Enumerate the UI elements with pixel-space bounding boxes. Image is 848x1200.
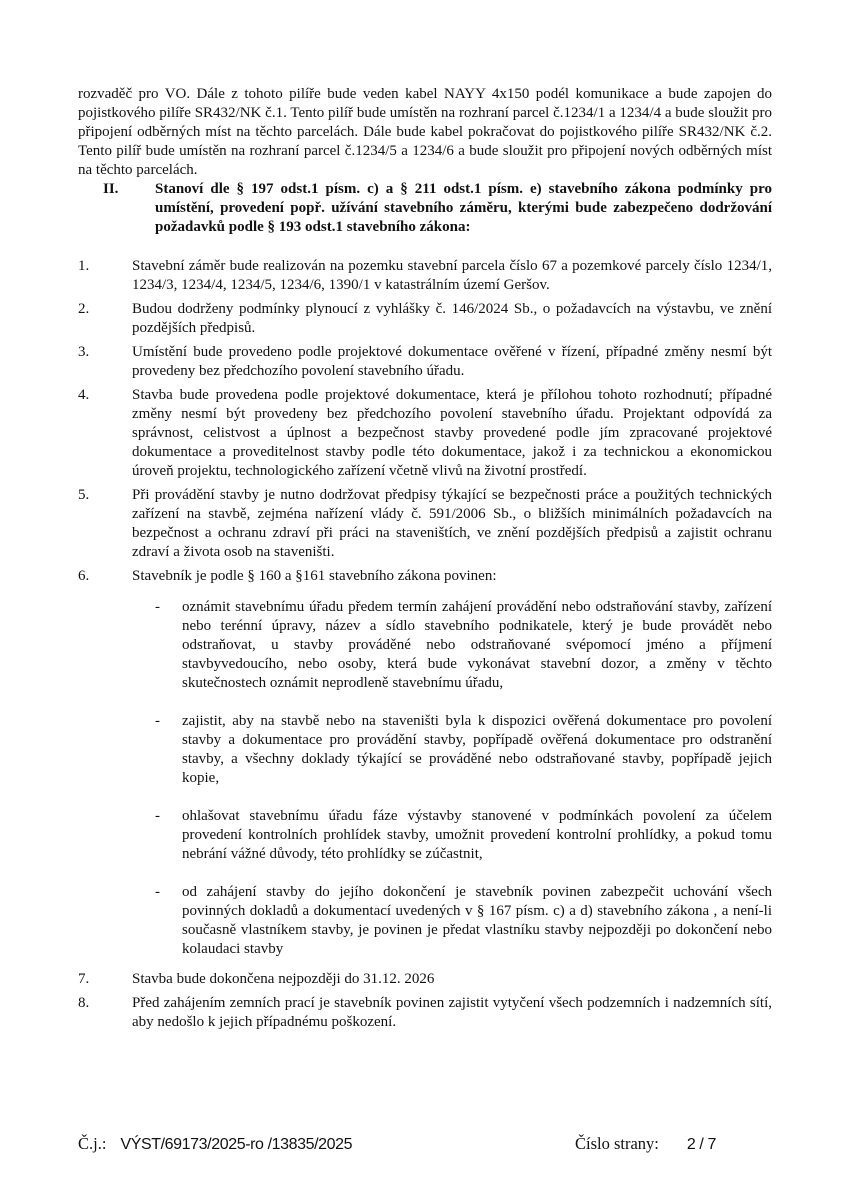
dash-bullet: - (155, 599, 160, 615)
condition-item-1 (78, 257, 772, 295)
condition-number: 3. (78, 344, 90, 360)
condition-text: Budou dodrženy podmínky plynoucí z vyhlášky č. 146/2024 Sb., o požadavcích na výstavbu, ve znění pozdějších předpisů. (132, 301, 772, 336)
page-number-block (575, 1134, 716, 1155)
condition-item-5 (78, 486, 772, 562)
condition-text: Stavba bude dokončena nejpozději do 31.12. 2026 (132, 971, 435, 987)
condition-number: 4. (78, 387, 90, 403)
condition-text: Stavebník je podle § 160 a §161 stavebního zákona povinen: (132, 568, 497, 584)
section-number: II. (103, 181, 119, 197)
condition-item-7 (78, 970, 772, 989)
list-item (132, 807, 772, 864)
condition-text: Stavební záměr bude realizován na pozemku stavební parcela číslo 67 a pozemkové parcely číslo 1234/1, 1234/3, 1234/4, 1234/5, 1234/6, 1390/1 v katastrálním území Geršov. (132, 258, 772, 293)
page-number-value: 2 / 7 (686, 1136, 717, 1153)
list-item (132, 883, 772, 959)
condition-number: 7. (78, 971, 90, 987)
list-item-text: zajistit, aby na stavbě nebo na staveništi byla k dispozici ověřená dokumentace pro povolení stavby a dokumentace pro provádění stavby, popřípadě ověřená dokumentace pro odstranění stavby, a všechny doklady týkající se prováděné nebo odstraňované stavby, popřípadě jejich kopie, (182, 713, 772, 786)
condition-number: 6. (78, 568, 90, 584)
page-footer (78, 1134, 772, 1154)
dash-bullet: - (155, 884, 160, 900)
condition-text: Při provádění stavby je nutno dodržovat předpisy týkající se bezpečnosti práce a použitých technických zařízení na stavbě, zejména nařízení vlády č. 591/2006 Sb., o bližších minimálních požadavcích na bezpečnost a ochranu zdraví při práci na staveništích, ve znění pozdějších předpisů a zajistit ochranu zdraví a života osob na staveništi. (132, 487, 772, 560)
list-item-text: ohlašovat stavebnímu úřadu fáze výstavby stanovené v podmínkách povolení za účelem provedení kontrolních prohlídek stavby, umožnit provedení kontrolní prohlídky, a pokud tomu nebrání vážné důvody, této prohlídky se zúčastnit, (182, 808, 772, 862)
page-number-label: Číslo strany: (575, 1134, 659, 1153)
section-heading (103, 180, 772, 237)
condition-item-2 (78, 300, 772, 338)
reference-number-value: VÝST/69173/2025-ro /13835/2025 (120, 1136, 353, 1153)
section-heading-text: Stanoví dle § 197 odst.1 písm. c) a § 211 odst.1 písm. e) stavebního zákona podmínky pro umístění, provedení popř. užívání stavebního záměru, kterými bude zabezpečeno dodržování požadavků podle § 193 odst.1 stavebního zákona: (155, 181, 772, 235)
intro-paragraph: rozvaděč pro VO. Dále z tohoto pilíře bude veden kabel NAYY 4x150 podél komunikace a bude zapojen do pojistkového pilíře SR432/NK č.1. Tento pilíř bude umístěn na rozhraní parcel č.1234/1 a 1234/4 a bude sloužit pro připojení odběrných míst na těchto parcelách. Dále bude kabel pokračovat do pojistkového pilíře SR432/NK č.2. Tento pilíř bude umístěn na rozhraní parcel č.1234/5 a 1234/6 a bude sloužit pro připojení nových odběrných míst na těchto parcelách. (78, 86, 772, 178)
condition-item-8 (78, 994, 772, 1032)
condition-text: Stavba bude provedena podle projektové dokumentace, která je přílohou tohoto rozhodnutí; případné změny nesmí být provedeny bez předchozího povolení stavebního úřadu. Projektant odpovídá za správnost, celistvost a úplnost a bezpečnost stavby provedené podle jím zpracované projektové dokumentace a proveditelnost stavby podle této dokumentace, jakož i za technickou a ekonomickou úroveň projektu, technologického zařízení včetně vlivů na životní prostředí. (132, 387, 772, 479)
reference-number-label: Č.j.: (78, 1134, 107, 1153)
condition-text: Před zahájením zemních prací je stavebník povinen zajistit vytyčení všech podzemních i nadzemních sítí, aby nedošlo k jejich případnému poškození. (132, 995, 772, 1030)
condition-item-4 (78, 386, 772, 481)
condition-number: 8. (78, 995, 90, 1011)
list-item (132, 598, 772, 693)
condition-item-3 (78, 343, 772, 381)
condition-text: Umístění bude provedeno podle projektové dokumentace ověřené v řízení, případné změny nesmí být provedeny bez předchozího povolení stavebního úřadu. (132, 344, 772, 379)
dash-bullet: - (155, 713, 160, 729)
condition-number: 1. (78, 258, 90, 274)
condition-number: 5. (78, 487, 90, 503)
condition-number: 2. (78, 301, 90, 317)
list-item (132, 712, 772, 788)
dash-bullet: - (155, 808, 160, 824)
list-item-text: od zahájení stavby do jejího dokončení je stavebník povinen zabezpečit uchování všech povinných dokladů a dokumentací uvedených v § 167 písm. c) a d) stavebního zákona , a není-li současně vlastníkem stavby, je povinen je předat vlastníku stavby nejpozději po dokončení nebo kolaudaci stavby (182, 884, 772, 957)
condition-6-subitems (132, 598, 772, 959)
list-item-text: oznámit stavebnímu úřadu předem termín zahájení provádění nebo odstraňování stavby, zařízení nebo terénní úpravy, název a sídlo stavebního podnikatele, který je bude provádět nebo odstraňovat, u stavby prováděné nebo odstraňované svépomocí jméno a příjmení stavbyvedoucího, nebo osoby, která bude vykonávat stavební dozor, a změny v těchto skutečnostech oznámit neprodleně stavebnímu úřadu, (182, 599, 772, 691)
condition-item-6 (78, 567, 772, 965)
